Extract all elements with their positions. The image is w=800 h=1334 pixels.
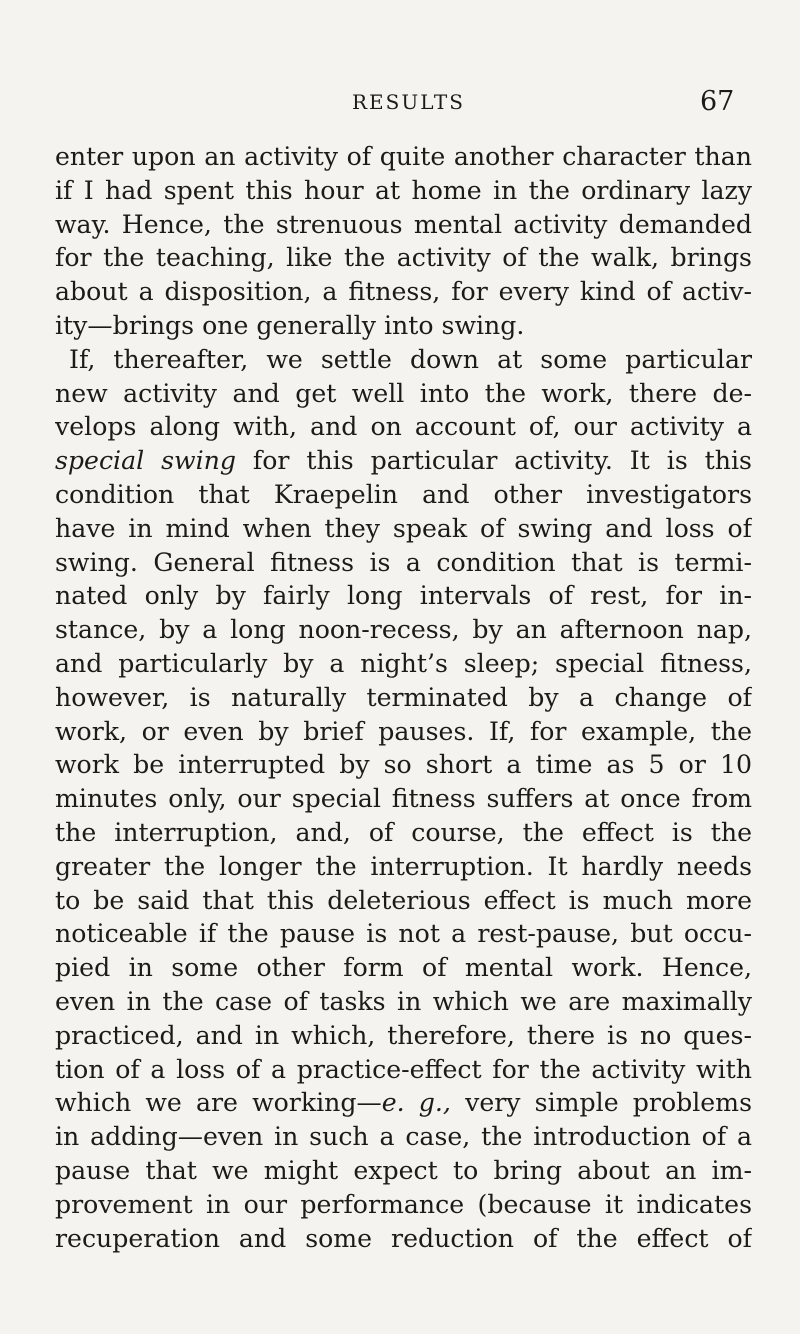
text-line-with-italic — [55, 1086, 752, 1120]
text-line: way. Hence, the strenuous mental activity demanded — [55, 209, 752, 239]
italic-term: special swing — [55, 446, 236, 476]
text-line: provement in our performance (because it indicates — [55, 1189, 752, 1219]
body-text — [55, 140, 752, 1255]
text-line: nated only by fairly long intervals of rest, for in- — [55, 581, 752, 611]
text-line: swing. General fitness is a condition that is termi- — [55, 547, 752, 577]
text-line: work, or even by brief pauses. If, for example, the — [55, 716, 752, 746]
text-line: and particularly by a night’s sleep; special fitness, — [55, 648, 752, 678]
text-line: enter upon an activity of quite another character than — [55, 142, 752, 171]
text-line: about a disposition, a fitness, for every kind of activ- — [55, 277, 752, 307]
text-line: for the teaching, like the activity of the walk, brings — [55, 243, 752, 273]
text-line: tion of a loss of a practice-effect for the activity with — [55, 1054, 752, 1084]
text-segment: for this particular activity. It is this — [252, 446, 752, 476]
text-line: pause that we might expect to bring about an im- — [55, 1155, 752, 1185]
text-line: condition that Kraepelin and other investigators — [55, 479, 752, 509]
text-line: if I had spent this hour at home in the ordinary lazy — [55, 175, 752, 205]
text-line: pied in some other form of mental work. Hence, — [55, 953, 752, 983]
page-number: 67 — [700, 86, 735, 117]
running-title: RESULTS — [352, 90, 465, 114]
text-line: minutes only, our special fitness suffers at once from — [55, 784, 752, 814]
text-line: however, is naturally terminated by a change of — [55, 682, 752, 712]
text-line: have in mind when they speak of swing and loss of — [55, 513, 752, 543]
paragraph-first-line: If, thereafter, we settle down at some particular — [69, 344, 752, 374]
text-line: in adding—even in such a case, the introduction of a — [55, 1122, 752, 1152]
text-segment: very simple problems — [465, 1088, 752, 1118]
text-line: to be said that this deleterious effect is much more — [55, 885, 752, 915]
text-line: the interruption, and, of course, the effect is the — [55, 817, 752, 847]
text-line: velops along with, and on account of, our activity a — [55, 412, 752, 442]
text-line: stance, by a long noon-recess, by an afternoon nap, — [55, 615, 752, 645]
text-line: new activity and get well into the work, there de- — [55, 378, 752, 408]
running-head — [0, 86, 800, 126]
text-line: noticeable if the pause is not a rest-pause, but occu- — [55, 919, 752, 949]
text-line: ity—brings one generally into swing. — [55, 310, 525, 340]
text-line: even in the case of tasks in which we are maximally — [55, 986, 752, 1016]
text-line: practiced, and in which, therefore, there is no ques- — [55, 1020, 752, 1050]
text-line: recuperation and some reduction of the effect of — [55, 1223, 752, 1253]
italic-abbreviation: e. g., — [381, 1088, 451, 1118]
text-line: work be interrupted by so short a time as 5 or 10 — [55, 750, 752, 780]
text-segment: which we are working— — [55, 1088, 382, 1118]
text-line: greater the longer the interruption. It hardly needs — [55, 851, 752, 881]
text-line-with-italic — [55, 444, 752, 478]
